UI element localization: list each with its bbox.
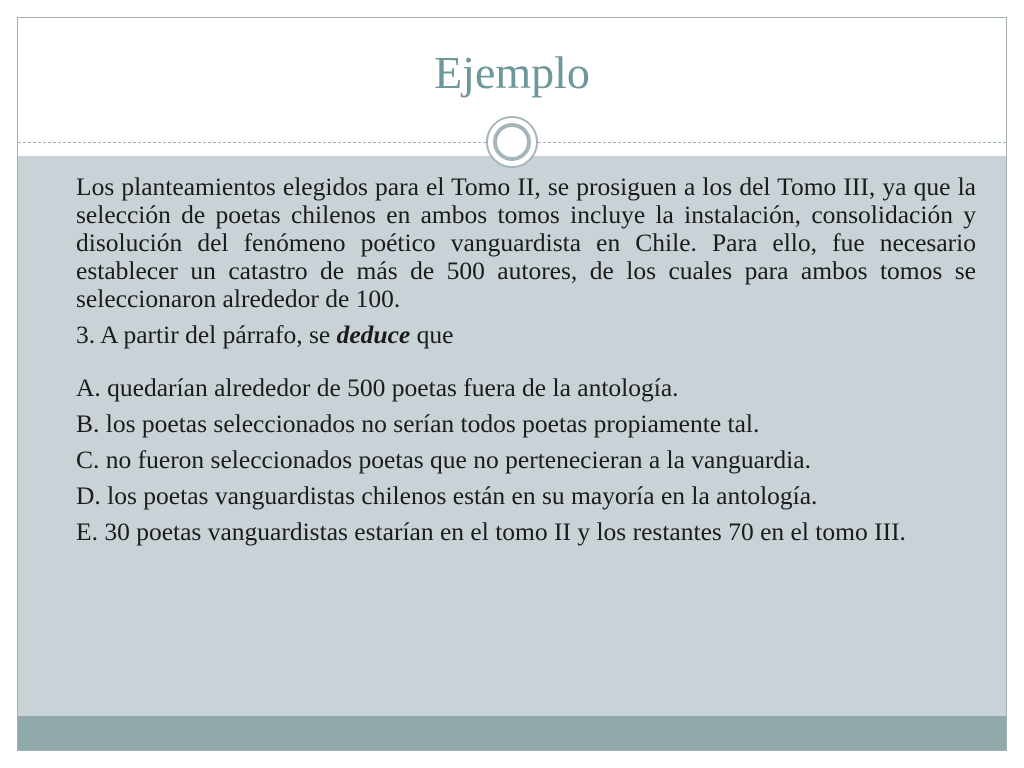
- slide: [17, 17, 1007, 751]
- question-suffix: que: [410, 320, 454, 349]
- answer-option-e: E. 30 poetas vanguardistas estarían en el tomo II y los restantes 70 en el tomo III.: [76, 517, 906, 546]
- question-prefix: 3. A partir del párrafo, se: [76, 320, 337, 349]
- answer-option-c: C. no fueron seleccionados poetas que no pertenecieran a la vanguardia.: [76, 445, 811, 474]
- slide-title: Ejemplo: [434, 47, 590, 98]
- footer-band: [18, 716, 1006, 751]
- reading-passage: Los planteamientos elegidos para el Tomo II, se prosiguen a los del Tomo III, ya que la selección de poetas chilenos en ambos tomos incluye la instalación, consolidación y disolución del fenómeno poético vanguardista en Chile. Para ello, fue necesario establecer un catastro de más de 500 autores, de los cuales para ambos tomos se seleccionaron alrededor de 100.: [76, 172, 976, 313]
- answer-option-d: D. los poetas vanguardistas chilenos están en su mayoría en la antología.: [76, 481, 818, 510]
- question-keyword: deduce: [336, 320, 411, 349]
- slide-body: [76, 173, 976, 554]
- circle-ornament-icon: [486, 116, 538, 168]
- question-prompt: [76, 321, 976, 349]
- circle-ornament-inner: [493, 123, 531, 161]
- answer-option-b: B. los poetas seleccionados no serían todos poetas propiamente tal.: [76, 409, 760, 438]
- answer-option-a: A. quedarían alrededor de 500 poetas fuera de la antología.: [76, 373, 679, 402]
